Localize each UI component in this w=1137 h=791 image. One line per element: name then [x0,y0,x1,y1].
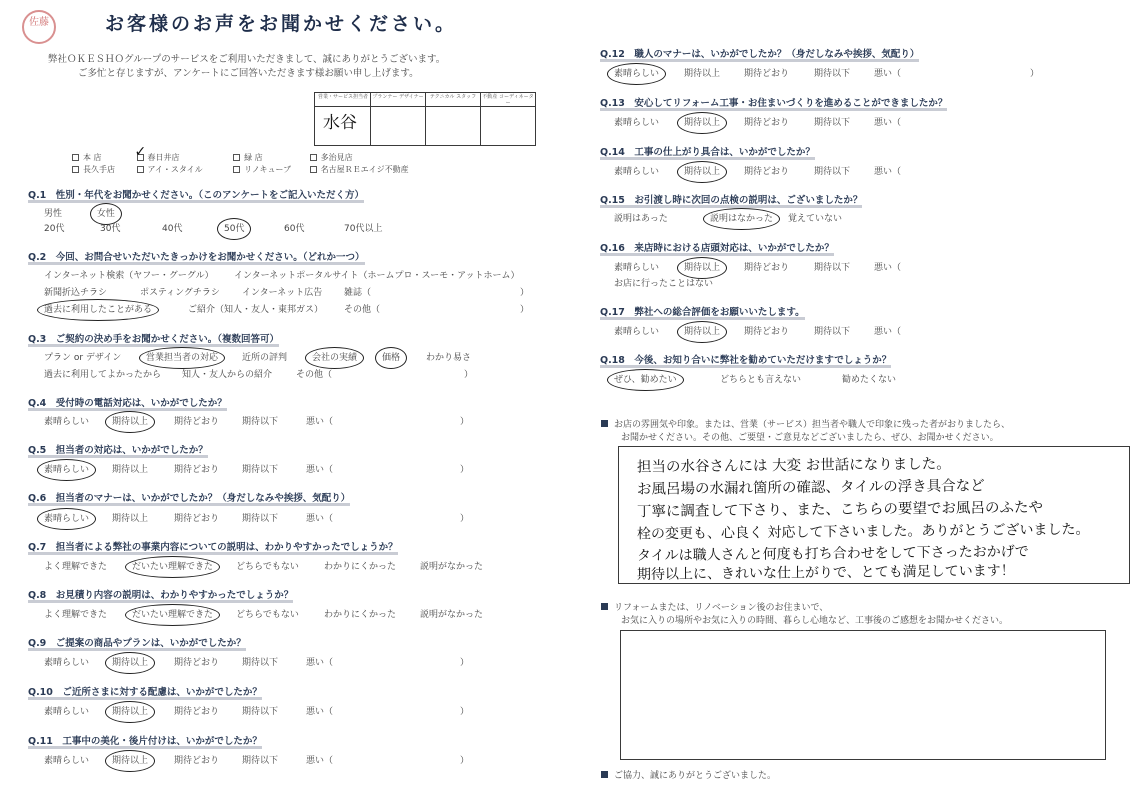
q13-title: Q.13 安心してリフォーム工事・お住まいづくりを進めることができましたか？ [600,98,948,109]
q12-answer-excellent: 素晴らしい [614,69,660,79]
comment-prompt-1a: お店の雰囲気や印象。または、営業（サービス）担当者や職人で印象に残った者がおりましたら、 [601,419,1010,431]
handwriting-line-6: 期待以上に、きれいな仕上がりで、とても満足しています！ [636,563,1015,583]
q2-row-2: 新聞折込チラシ ポスティングチラシ インターネット広告 雑誌（ ） [44,288,530,298]
store-row-1: 本 店 ✓ 春日井店 緑 店 多治見店 [72,152,353,164]
q12-scale: 素晴らしい 期待以上 期待どおり 期待以下 悪い（ ） [614,69,1040,79]
intro-line-2: ご多忙と存じますが、アンケートにご回答いただきます様お願い申し上げます。 [78,68,419,79]
q8-answer-mostly: だいたい理解できた [132,610,214,620]
q1-title: Q.1 性別・年代をお聞かせください。（このアンケートをご記入いただく方） [28,190,364,201]
q10-title: Q.10 ご近所さまに対する配慮は、いかがでしたか？ [28,687,262,698]
q9-scale: 素晴らしい 期待以上 期待どおり 期待以下 悪い（ ） [44,658,470,668]
q10-scale: 素晴らしい 期待以上 期待どおり 期待以下 悪い（ ） [44,707,470,717]
q5-title: Q.5 担当者の対応は、いかがでしたか？ [28,445,208,456]
q3-row-1: プラン or デザイン 営業担当者の対応 近所の評判 会社の実績 価格 わかり易さ [44,353,472,363]
q17-scale: 素晴らしい 期待以上 期待どおり 期待以下 悪い（ [614,327,902,337]
q7-title: Q.7 担当者による弊社の事業内容についての説明は、わかりやすかったでしょうか？ [28,542,398,553]
comment-box-2 [620,630,1106,760]
q11-title: Q.11 工事中の美化・後片付けは、いかがでしたか？ [28,736,262,747]
q14-title: Q.14 工事の仕上がり具合は、いかがでしたか？ [600,147,815,158]
q7-answer-mostly: だいたい理解できた [132,562,214,572]
q4-title: Q.4 受付時の電話対応は、いかがでしたか？ [28,398,227,409]
q16-never-visited: お店に行ったことはない [614,279,714,289]
answer-price: 価格 [382,353,401,363]
handwriting-line-4: 栓の変更も、心良く 対応して下さいました。ありがとうございました。 [636,521,1090,543]
q1-ages: 20代 30代 40代 50代 60代 70代以上 [44,224,383,234]
q11-scale: 素晴らしい 期待以上 期待どおり 期待以下 悪い（ ） [44,756,470,766]
q5-scale: 素晴らしい 期待以上 期待どおり 期待以下 悪い（ ） [44,465,470,475]
staff-table [314,92,536,146]
answer-female: 女性 [96,209,115,219]
q6-answer-excellent: 素晴らしい [44,514,90,524]
q8-title: Q.8 お見積り内容の説明は、わかりやすかったでしょうか？ [28,590,294,601]
q4-answer-above: 期待以上 [112,417,149,427]
answer-50s: 50代 [224,224,245,234]
q15-options: 説明はあった 説明はなかった 覚えていない [614,214,843,224]
q15-title: Q.15 お引渡し時に次回の点検の説明は、ございましたか？ [600,195,863,206]
footer-thanks: ご協力、誠にありがとうございました。 [601,770,776,782]
seal-stamp: 佐藤 [22,10,56,44]
q15-answer-not-explained: 説明はなかった [710,214,774,224]
q6-scale: 素晴らしい 期待以上 期待どおり 期待以下 悪い（ ） [44,514,470,524]
staff-header-realestate: 不動産 コーディネーター [482,94,534,106]
q3-row-2: 過去に利用してよかったから 知人・友人からの紹介 その他（ ） [44,370,474,380]
q8-options: よく理解できた だいたい理解できた どちらでもない わかりにくかった 説明がなかった [44,610,484,620]
q6-title: Q.6 担当者のマナーは、いかがでしたか？（身だしなみや挨拶、気配り） [28,493,351,504]
q1-gender: 男性 女性 [44,209,115,219]
store-row-2: 長久手店 アイ・スタイル リノキューブ 名古屋ＲＥエイジ不動産 [72,164,409,176]
page-title: お客様のお声をお聞かせください。 [105,13,458,35]
q13-scale: 素晴らしい 期待以上 期待どおり 期待以下 悪い（ [614,118,902,128]
q14-scale: 素晴らしい 期待以上 期待どおり 期待以下 悪い（ [614,167,902,177]
q2-title: Q.2 今回、お問合せいただいたきっかけをお聞かせください。（どれか一つ） [28,252,365,263]
q10-answer-above: 期待以上 [112,707,149,717]
check-mark: ✓ [134,144,147,160]
q18-title: Q.18 今後、お知り合いに弊社を勧めていただけますでしょうか？ [600,355,892,366]
q5-answer-excellent: 素晴らしい [44,465,90,475]
sales-staff-name: 水谷 [322,112,358,134]
q12-title: Q.12 職人のマナーは、いかがでしたか？（身だしなみや挨拶、気配り） [600,49,920,60]
q9-answer-above: 期待以上 [112,658,149,668]
store-kasugai: 春日井店 [147,153,180,162]
q18-answer-recommend: ぜひ、勧めたい [614,375,677,385]
answer-past-user: 過去に利用したことがある [44,305,153,315]
q7-options: よく理解できた だいたい理解できた どちらでもない わかりにくかった 説明がなかった [44,562,484,572]
comment-prompt-2a: リフォームまたは、リノベーション後のお住まいで、 [601,602,828,614]
comment-box-1 [618,446,1130,584]
q13-answer-above: 期待以上 [684,118,721,128]
comment-prompt-2b: お気に入りの場所やお気に入りの時間、暮らし心地など、工事後のご感想をお聞かせください。 [621,616,1009,626]
comment-prompt-1b: お聞かせください。その他、ご要望・ご意見などございましたら、ぜひ、お聞かせください。 [621,433,999,443]
staff-header-planner: プランナー デザイナー [372,94,424,100]
q11-answer-above: 期待以上 [112,756,149,766]
q16-scale: 素晴らしい 期待以上 期待どおり 期待以下 悪い（ [614,263,902,273]
q2-row-1: インターネット検索（ヤフー・グーグル） インターネットポータルサイト（ホームプロ・スーモ・アットホーム） [44,271,520,281]
q3-title: Q.3 ご契約の決め手をお聞かせください。（複数回答可） [28,334,280,345]
q17-title: Q.17 弊社への総合評価をお願いいたします。 [600,307,805,318]
handwriting-line-5: タイルは職人さんと何度も打ち合わせをして下さったおかげで [636,543,1029,565]
q2-row-3: 過去に利用したことがある ご紹介（知人・友人・東邦ガス） その他（ ） [44,305,530,315]
q9-title: Q.9 ご提案の商品やプランは、いかがでしたか？ [28,638,246,649]
handwriting-line-2: お風呂場の水漏れ箇所の確認、タイルの浮き具合など [636,478,985,498]
answer-company-record: 会社の実績 [312,353,358,363]
q16-answer-above: 期待以上 [684,263,721,273]
q17-answer-above: 期待以上 [684,327,721,337]
q4-scale: 素晴らしい 期待以上 期待どおり 期待以下 悪い（ ） [44,417,470,427]
answer-sales-response: 営業担当者の対応 [146,353,219,363]
intro-line-1: 弊社ＯＫＥＳＨＯグループのサービスをご利用いただきまして、誠にありがとうございます。 [48,54,446,65]
staff-header-sales: 営業・サービス担当者 [317,94,368,100]
q14-answer-above: 期待以上 [684,167,721,177]
handwriting-line-1: 担当の水谷さんには 大変 お世話になりました。 [636,456,951,476]
staff-header-technical: テクニカル スタッフ [429,94,477,100]
handwriting-line-3: 丁寧に調査して下さり、また、こちらの要望でお風呂のふたや [636,499,1044,521]
q16-title: Q.16 来店時における店頭対応は、いかがでしたか？ [600,243,834,254]
q18-options: ぜひ、勧めたい どちらとも言えない 勧めたくない [614,375,897,385]
